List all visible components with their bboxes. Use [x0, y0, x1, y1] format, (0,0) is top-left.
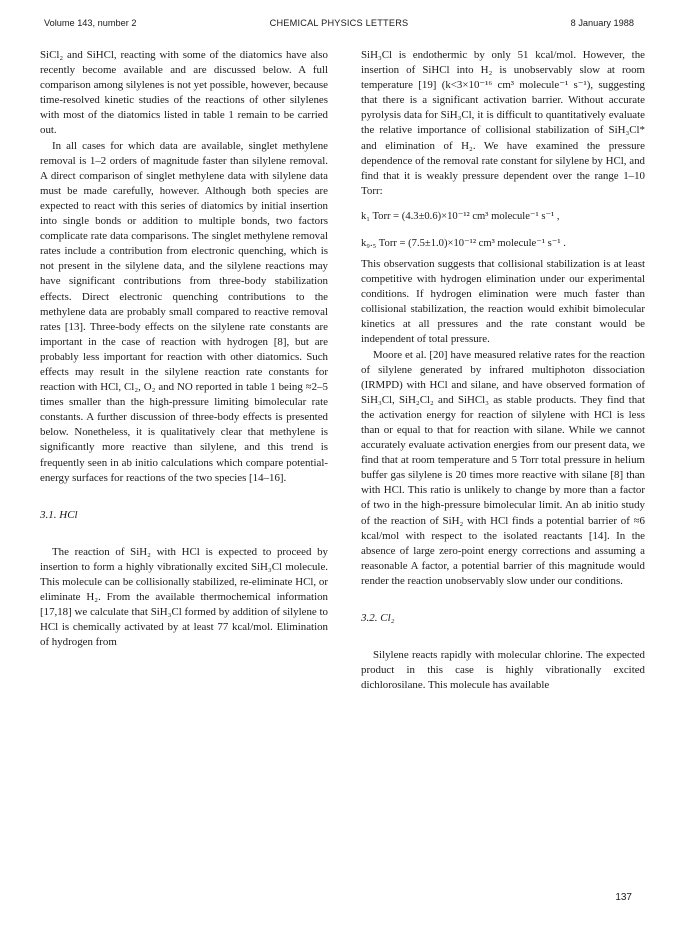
paragraph: This observation suggests that collisional stabilization is at least competitive with hydrogen elimination under our experimental conditions. If hydrogen elimination were much faster than collisional stabilization, the reaction would exhibit bimolecular kinetics at all pressures and the rate constant would be independent of total pressure.: [361, 257, 645, 346]
issue-date: 8 January 1988: [570, 18, 634, 28]
paragraph: SiH₃Cl is endothermic by only 51 kcal/mol. However, the insertion of SiHCl into H₂ is unobservably slow at room temperature [19] (k<3×10⁻¹⁶ cm³ molecule⁻¹ s⁻¹), suggesting that there is a significant activation barrier. Without accurate pyrolysis data for SiH₃Cl, it is difficult to quantitatively evaluate the relative importance of collisional stabilization of SiH₃Cl* and elimination of H₂. We have examined the pressure dependence of the removal rate constant for silylene by HCl, and find that it is weakly pressure dependent over the range 1–10 Torr:: [361, 49, 645, 197]
paragraph: Moore et al. [20] have measured relative rates for the reaction of silylene generated by infrared multiphoton dissociation (IRMPD) with HCl and silane, and have observed formation of SiH₃Cl, SiH₂Cl₂ and SiHCl₃ as stable products. They find that the activation energy for reaction of silylene with HCl is less than or equal to that for reaction with silane. While we cannot accurately evaluate activation energies from our present data, we find that at room temperature and 5 Torr total pressure in helium buffer gas silylene is 20 times more reactive with silane [8] than with HCl. This ratio is unlikely to change by more than a factor of two in the high-pressure bimolecular limit. An ab initio study of the reaction of SiH₂ with HCl finds a potential barrier of ≈6 kcal/mol with respect to the isolated reactants [14]. In the absence of large zero-point energy corrections and assuming a reasonable A factor, a potential barrier of this magnitude would render the reaction unobservably slow under our conditions.: [361, 348, 645, 587]
equation-k9-5: k₉.₅ Torr = (7.5±1.0)×10⁻¹² cm³ molecule⁻¹ s⁻¹ .: [361, 237, 566, 249]
section-heading-cl2: 3.2. Cl₂: [361, 612, 395, 624]
running-header: [44, 18, 634, 32]
right-column: [361, 48, 645, 693]
paragraph: The reaction of SiH₂ with HCl is expected to proceed by insertion to form a highly vibrationally excited SiH₃Cl molecule. This molecule can be collisionally stabilized, re-eliminate HCl, or eliminate H₂. From the available thermochemical information [17,18] we calculate that SiH₃Cl formed by addition of silylene to HCl is chemically activated by at least 77 kcal/mol. Elimination of hydrogen from: [40, 545, 328, 649]
equation-k1: k₁ Torr = (4.3±0.6)×10⁻¹² cm³ molecule⁻¹ s⁻¹ ,: [361, 210, 560, 222]
left-column: [40, 48, 328, 650]
page-number: 137: [615, 892, 632, 903]
section-heading-hcl: 3.1. HCl: [40, 508, 78, 521]
paragraph: SiCl₂ and SiHCl, reacting with some of the diatomics have also recently become available and are discussed below. A full comparison among silylenes is not yet possible, however, because time-resolved kinetic studies of the reactions of other silylenes with most of the diatomics listed in table 1 remain to be carried out.: [40, 49, 328, 137]
paragraph: In all cases for which data are available, singlet methylene removal is 1–2 orders of magnitude faster than silylene removal. A direct comparison of singlet methylene data with silylene data must be made carefully, however. Although both species are expected to react with this series of diatomics by initial insertion into single bonds or addition to multiple bonds, two factors complicate rate data comparisons. The singlet methylene removal rates include a contribution from electronic quenching, which is not present in the silylene data, and the silylene reactions may have significant contributions from three-body stabilization effects. Direct electronic quenching contributions to the methylene data are probably small compared to reactive removal rates [13]. Three-body effects on the silylene rate constants are important in the case of reaction with hydrogen [8], but are probably less important for reaction with other diatomics. Such effects may result in the silylene reaction rate constants for reaction with HCl, Cl₂, O₂ and NO reported in table 1 being ≈2–5 times smaller than the high-pressure limiting bimolecular rate constants. A further discussion of three-body effects is presented below. Nonetheless, it is qualitatively clear that methylene is significantly more reactive than silylene, and this trend is frequently seen in ab initio calculations which compare potential-energy surfaces for reactions of the two species [14–16].: [40, 139, 328, 484]
volume-label: Volume 143, number 2: [44, 18, 137, 28]
paragraph: Silylene reacts rapidly with molecular chlorine. The expected product in this case is highly vibrationally excited dichlorosilane. This molecule has available: [361, 649, 645, 692]
journal-title: CHEMICAL PHYSICS LETTERS: [269, 18, 409, 28]
